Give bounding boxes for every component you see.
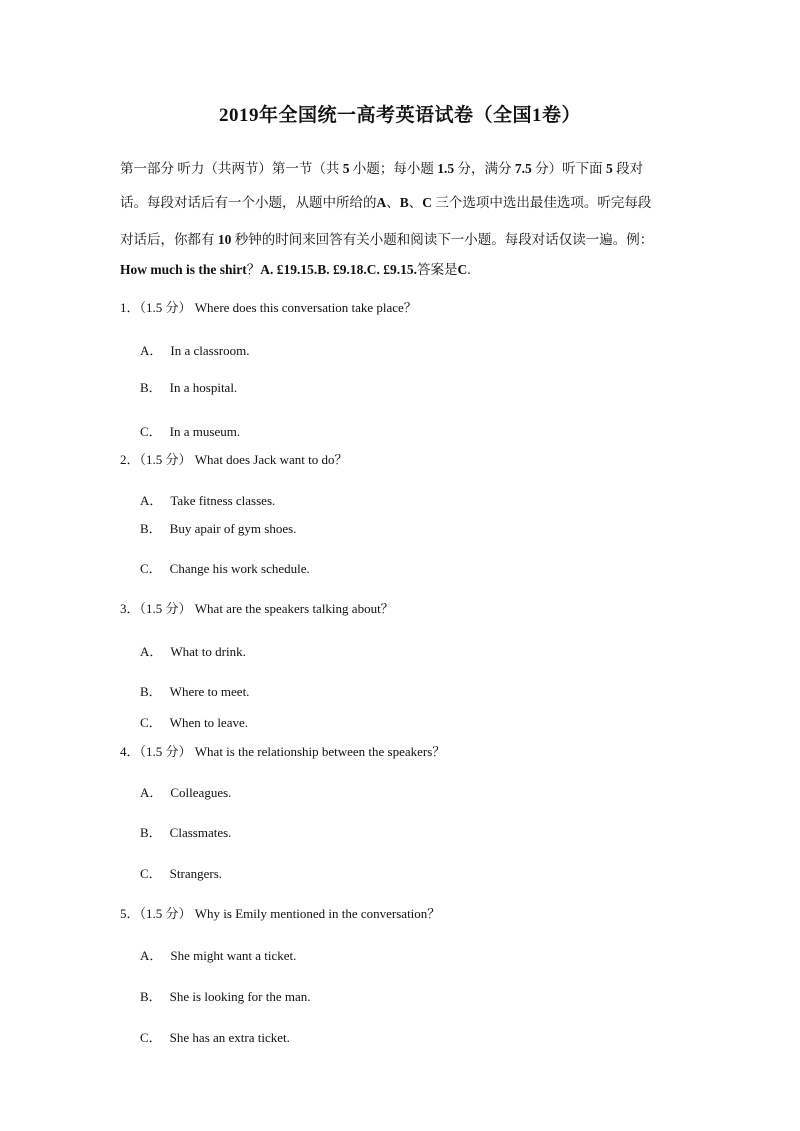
option-letter: C． bbox=[140, 561, 162, 576]
question-text: What are the speakers talking about？ bbox=[194, 601, 394, 616]
intro-bold: 7.5 bbox=[514, 161, 532, 176]
question-number: 5． bbox=[120, 906, 140, 921]
option-4a bbox=[140, 782, 231, 801]
option-text: What to drink. bbox=[170, 644, 246, 659]
option-letter: C． bbox=[140, 424, 162, 439]
question-4 bbox=[120, 741, 445, 760]
option-text: In a classroom. bbox=[170, 343, 250, 358]
question-text: What is the relationship between the speakers？ bbox=[194, 744, 446, 759]
option-4c bbox=[140, 863, 222, 882]
question-1 bbox=[120, 297, 417, 316]
option-letter: B． bbox=[140, 825, 162, 840]
intro-text: 段对 bbox=[616, 161, 644, 176]
intro-text: 答案是 bbox=[417, 262, 458, 277]
question-number: 3． bbox=[120, 601, 140, 616]
question-2 bbox=[120, 449, 348, 468]
option-letter: C． bbox=[140, 866, 162, 881]
intro-bold: B bbox=[399, 195, 409, 210]
question-score: （1.5 分） bbox=[139, 744, 192, 759]
option-text: Colleagues. bbox=[170, 785, 232, 800]
intro-text: 话。每段对话后有一个小题，从题中所给的 bbox=[120, 195, 377, 210]
question-score: （1.5 分） bbox=[139, 906, 192, 921]
example-question: How much is the shirt bbox=[120, 262, 247, 277]
option-letter: A． bbox=[140, 948, 163, 963]
question-number: 1． bbox=[120, 300, 140, 315]
intro-text: 第一部分 听力（共两节）第一节（共 bbox=[120, 161, 340, 176]
intro-bold: C bbox=[422, 195, 433, 210]
option-4b bbox=[140, 822, 231, 841]
option-text: Strangers. bbox=[169, 866, 223, 881]
example-options: A. £19.15.B. £9.18.C. £9.15. bbox=[260, 262, 418, 277]
option-text: She has an extra ticket. bbox=[169, 1030, 290, 1045]
option-text: Where to meet. bbox=[169, 684, 250, 699]
option-text: She might want a ticket. bbox=[170, 948, 297, 963]
option-5b bbox=[140, 986, 311, 1005]
option-letter: A． bbox=[140, 785, 163, 800]
option-text: Take fitness classes. bbox=[170, 493, 276, 508]
intro-text: 秒钟的时间来回答有关小题和阅读下一小题。每段对话仅读一遍。例： bbox=[234, 232, 654, 247]
option-2a bbox=[140, 490, 275, 509]
page-title: 2019年全国统一高考英语试卷（全国1卷） bbox=[218, 105, 581, 126]
question-score: （1.5 分） bbox=[139, 601, 192, 616]
option-text: In a museum. bbox=[169, 424, 241, 439]
question-text: Why is Emily mentioned in the conversation？ bbox=[194, 906, 441, 921]
intro-text: 分）听下面 bbox=[535, 161, 603, 176]
option-text: When to leave. bbox=[169, 715, 248, 730]
question-number: 2． bbox=[120, 452, 140, 467]
option-3a bbox=[140, 641, 246, 660]
option-3b bbox=[140, 681, 249, 700]
option-letter: B． bbox=[140, 380, 162, 395]
question-3 bbox=[120, 598, 394, 617]
option-text: Classmates. bbox=[169, 825, 232, 840]
option-letter: A． bbox=[140, 644, 163, 659]
option-text: She is looking for the man. bbox=[169, 989, 311, 1004]
intro-text: . bbox=[467, 262, 471, 277]
option-letter: A． bbox=[140, 343, 163, 358]
option-5a bbox=[140, 945, 296, 964]
intro-bold: 5 bbox=[606, 161, 613, 176]
intro-line-1 bbox=[120, 157, 680, 177]
intro-bold: A bbox=[376, 195, 387, 210]
intro-text: 、 bbox=[386, 195, 400, 210]
intro-bold: 1.5 bbox=[437, 161, 455, 176]
option-letter: C． bbox=[140, 715, 162, 730]
option-5c bbox=[140, 1027, 290, 1046]
question-5 bbox=[120, 903, 440, 922]
option-1c bbox=[140, 421, 240, 440]
intro-line-4 bbox=[120, 258, 680, 278]
option-letter: A． bbox=[140, 493, 163, 508]
question-score: （1.5 分） bbox=[139, 300, 192, 315]
intro-text: 三个选项中选出最佳选项。听完每段 bbox=[435, 195, 652, 210]
question-text: What does Jack want to do？ bbox=[194, 452, 348, 467]
option-1b bbox=[140, 377, 237, 396]
example-answer: C bbox=[457, 262, 468, 277]
intro-text: 对话后，你都有 bbox=[120, 232, 215, 247]
option-letter: B． bbox=[140, 989, 162, 1004]
intro-bold: 10 bbox=[217, 232, 232, 247]
option-text: In a hospital. bbox=[169, 380, 238, 395]
option-text: Buy apair of gym shoes. bbox=[169, 521, 297, 536]
question-text: Where does this conversation take place？ bbox=[194, 300, 417, 315]
intro-text: ？ bbox=[246, 262, 261, 277]
question-score: （1.5 分） bbox=[139, 452, 192, 467]
intro-bold: 5 bbox=[342, 161, 350, 176]
intro-line-3 bbox=[120, 228, 680, 248]
option-letter: B． bbox=[140, 684, 162, 699]
intro-text: 小题；每小题 bbox=[352, 161, 434, 176]
question-number: 4． bbox=[120, 744, 140, 759]
intro-text: 分，满分 bbox=[457, 161, 512, 176]
option-2c bbox=[140, 558, 310, 577]
option-2b bbox=[140, 518, 296, 537]
option-3c bbox=[140, 712, 248, 731]
option-letter: B． bbox=[140, 521, 162, 536]
option-1a bbox=[140, 340, 249, 359]
option-text: Change his work schedule. bbox=[169, 561, 310, 576]
intro-line-2 bbox=[120, 191, 680, 211]
option-letter: C． bbox=[140, 1030, 162, 1045]
intro-text: 、 bbox=[408, 195, 423, 210]
